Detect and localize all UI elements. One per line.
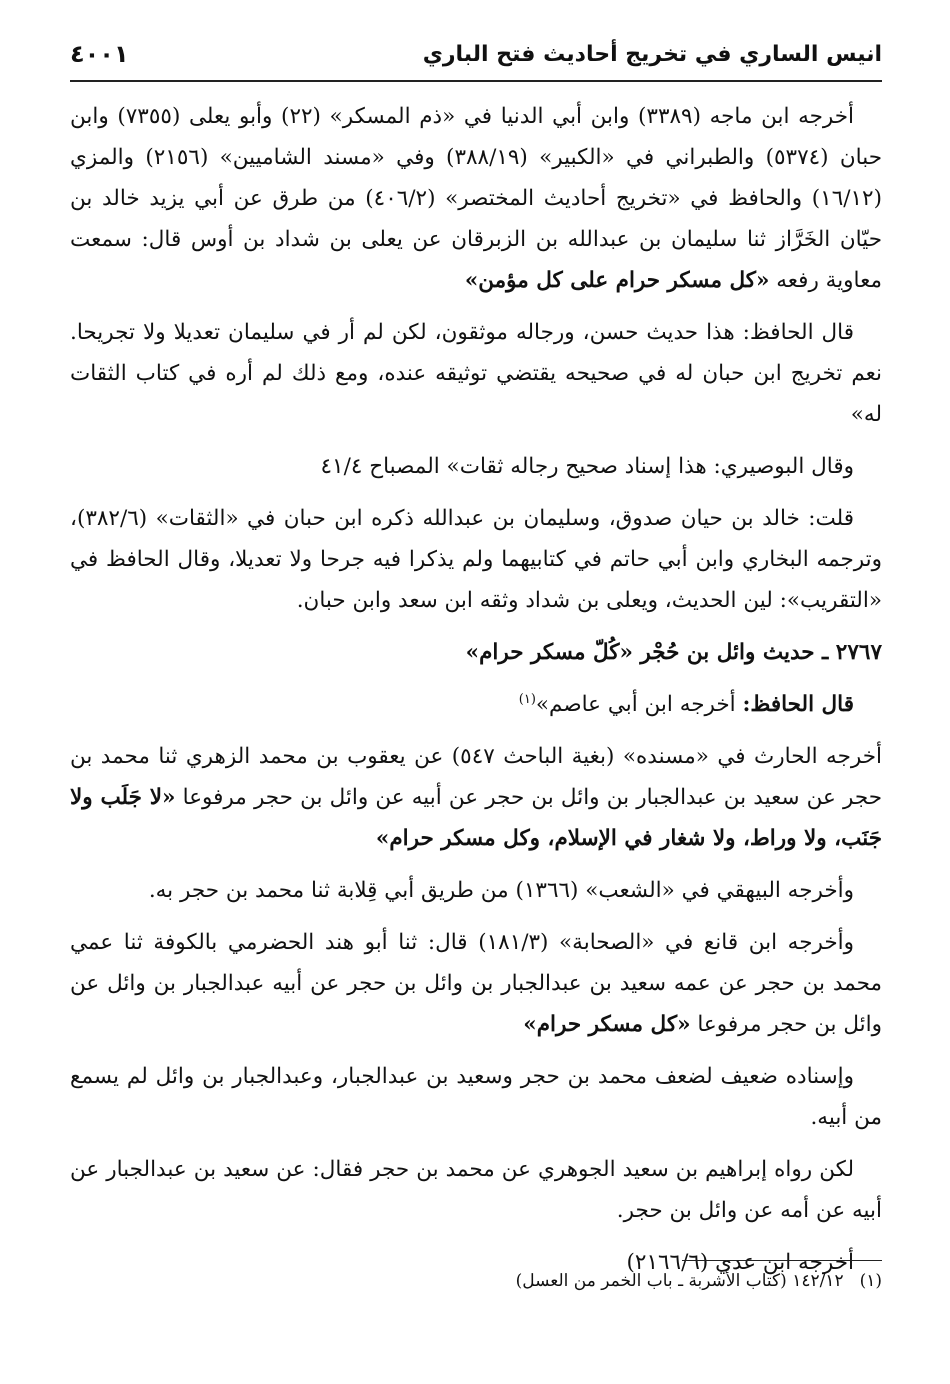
book-page bbox=[70, 36, 882, 1356]
paragraph-text: أخرجه ابن ماجه (٣٣٨٩) وابن أبي الدنيا في «ذم المسكر» (٢٢) وأبو يعلى (٧٣٥٥) وابن حبان (٥٣٧٤) والطبراني في «الكبير» (٣٨٨/١٩) وفي «مسند الشاميين» (٢١٥٦) والمزي (١٦/١٢) والحافظ في «تخريج أحاديث المختصر» (٤٠٦/٢) من طرق عن أبي يزيد خالد بن حيّان الخَرَّاز ثنا سليمان بن عبدالله بن الزبرقان عن يعلى بن شداد بن أوس قال: سمعت معاوية رفعه bbox=[70, 104, 882, 293]
running-title: انيس الساري في تخريج أحاديث فتح الباري bbox=[422, 42, 882, 67]
footnote bbox=[70, 1266, 882, 1296]
paragraph-author-note: قلت: خالد بن حيان صدوق، وسليمان بن عبدالله ذكره ابن حبان في «الثقات» (٣٨٢/٦)، وترجمه البخاري وابن أبي حاتم في كتابيهما ولم يذكرا فيه جرحا ولا تعديلا، وقال الحافظ في «التقريب»: لين الحديث، ويعلى بن شداد وثقه ابن سعد وابن حبان. bbox=[70, 506, 882, 613]
hadith-text-bold: «كل مسكر حرام» bbox=[523, 1012, 691, 1037]
paragraph-text: أخرجه الحارث في «مسنده» (بغية الباحث ٥٤٧) عن يعقوب بن محمد الزهري ثنا محمد بن حجر عن سعيد بن عبدالجبار بن وائل بن حجر عن أبيه عن وائل بن حجر مرفوعا bbox=[70, 744, 882, 810]
page-body bbox=[70, 96, 882, 1283]
paragraph-jawhari: لكن رواه إبراهيم بن سعيد الجوهري عن محمد بن حجر فقال: عن سعيد بن عبدالجبار عن أبيه عن أمه عن وائل بن حجر. bbox=[70, 1157, 882, 1223]
paragraph-takhrij-ibn-majah bbox=[70, 96, 882, 301]
page-number: ٤٠٠١ bbox=[70, 40, 129, 68]
footnote-mark: (١) bbox=[859, 1271, 882, 1291]
paragraph-busiri-comment: وقال البوصيري: هذا إسناد صحيح رجاله ثقات» المصباح ٤١/٤ bbox=[320, 454, 854, 479]
footnote-ref: (١) bbox=[518, 691, 536, 707]
paragraph-takhrij-harith bbox=[70, 736, 882, 859]
paragraph-ibn-adi: أخرجه ابن عدي (٢١٦٦/٦) bbox=[626, 1250, 854, 1275]
footnote-separator bbox=[682, 1260, 882, 1261]
page-header bbox=[70, 36, 882, 82]
paragraph-hafiz-statement bbox=[70, 684, 882, 725]
paragraph-isnad-weak: وإسناده ضعيف لضعف محمد بن حجر وسعيد بن عبدالجبار، وعبدالجبار بن وائل لم يسمع من أبيه. bbox=[70, 1064, 882, 1130]
hadith-heading: ٢٧٦٧ ـ حديث وائل بن حُجْر «كُلّ مسكر حرام» bbox=[465, 640, 882, 665]
paragraph-text: أخرجه ابن أبي عاصم» bbox=[535, 692, 743, 717]
hadith-text-bold: «كل مسكر حرام على كل مؤمن» bbox=[464, 268, 770, 293]
hadith-text-bold: «لا جَلَب ولا جَنَب، ولا وراط، ولا شغار في الإسلام، وكل مسكر حرام» bbox=[70, 785, 882, 851]
footnote-text: ١٤٢/١٢ (كتاب الأشربة ـ باب الخمر من العسل) bbox=[515, 1271, 844, 1291]
paragraph-takhrij-ibn-qani bbox=[70, 922, 882, 1045]
paragraph-text: وأخرجه ابن قانع في «الصحابة» (١٨١/٣) قال: ثنا أبو هند الحضرمي بالكوفة ثنا عمي محمد بن حجر عن عمه سعيد بن عبدالجبار بن وائل بن حجر عن أبيه عبدالجبار بن وائل عن وائل بن حجر مرفوعا bbox=[70, 930, 882, 1037]
hafiz-label: قال الحافظ: bbox=[742, 692, 854, 717]
paragraph-hafiz-comment: قال الحافظ: هذا حديث حسن، ورجاله موثقون، لكن لم أر في سليمان تعديلا ولا تجريحا. نعم تخريج ابن حبان له في صحيحه يقتضي توثيقه عنده، ومع ذلك لم أره في كتاب الثقات له» bbox=[70, 320, 882, 427]
paragraph-takhrij-bayhaqi: وأخرجه البيهقي في «الشعب» (١٣٦٦) من طريق أبي قِلابة ثنا محمد بن حجر به. bbox=[148, 878, 854, 903]
